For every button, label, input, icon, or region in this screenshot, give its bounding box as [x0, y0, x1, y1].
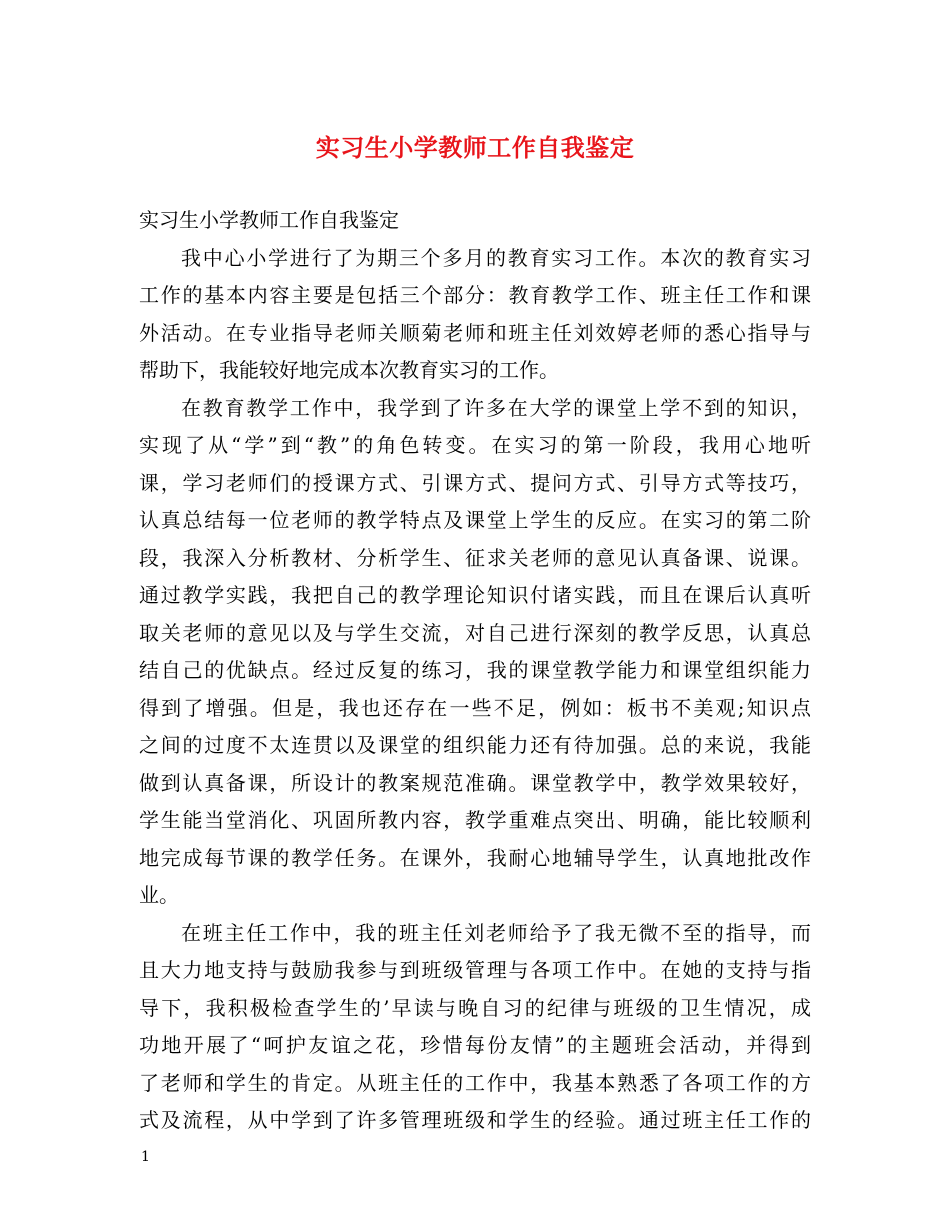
paragraph-line: 段，我深入分析教材、分析学生、征求关老师的意见认真备课、说课。 [139, 545, 811, 570]
paragraph-line: 之间的过度不太连贯以及课堂的组织能力还有待加强。总的来说，我能 [139, 733, 811, 757]
paragraph-line: 取关老师的意见以及与学生交流，对自己进行深刻的教学反思，认真总 [139, 620, 811, 645]
paragraph-line: 学生能当堂消化、巩固所教内容，教学重难点突出、明确，能比较顺利 [139, 808, 811, 832]
paragraph-line: 课，学习老师们的授课方式、引课方式、提问方式、引导方式等技巧， [139, 470, 811, 495]
paragraph-line: 导下，我积极检查学生的’早读与晚自习的纪律与班级的卫生情况，成 [139, 995, 811, 1020]
paragraph-line: 认真总结每一位老师的教学特点及课堂上学生的反应。在实习的第二阶 [139, 508, 811, 532]
paragraph-line: 工作的基本内容主要是包括三个部分：教育教学工作、班主任工作和课 [139, 283, 811, 307]
paragraph-line: 在教育教学工作中，我学到了许多在大学的课堂上学不到的知识， [181, 395, 811, 420]
paragraph-line: 式及流程，从中学到了许多管理班级和学生的经验。通过班主任工作的 [139, 1108, 811, 1132]
document-subtitle: 实习生小学教师工作自我鉴定 [139, 208, 399, 232]
paragraph-line: 地完成每节课的教学任务。在课外，我耐心地辅导学生，认真地批改作 [139, 845, 811, 870]
document-body [139, 202, 811, 1140]
paragraph-line: 帮助下，我能较好地完成本次教育实习的工作。 [139, 358, 559, 382]
paragraph-line: 结自己的优缺点。经过反复的练习，我的课堂教学能力和课堂组织能力 [139, 658, 811, 682]
document-title: 实习生小学教师工作自我鉴定 [315, 133, 635, 162]
paragraph-line: 实现了从“学”到“教”的角色转变。在实习的第一阶段，我用心地听 [139, 433, 811, 457]
page-number: 1 [141, 1149, 150, 1165]
paragraph [139, 915, 811, 1140]
paragraph [139, 390, 811, 915]
paragraph-line: 通过教学实践，我把自己的教学理论知识付诸实践，而且在课后认真听 [139, 583, 811, 607]
paragraph-line: 且大力地支持与鼓励我参与到班级管理与各项工作中。在她的支持与指 [139, 958, 811, 982]
paragraph-line: 功地开展了“呵护友谊之花，珍惜每份友情”的主题班会活动，并得到 [139, 1033, 811, 1057]
paragraph-line: 了老师和学生的肯定。从班主任的工作中，我基本熟悉了各项工作的方 [139, 1070, 811, 1095]
paragraph-line: 得到了增强。但是，我也还存在一些不足，例如：板书不美观;知识点 [139, 695, 811, 720]
paragraph-line: 业。 [139, 883, 179, 907]
paragraph [139, 240, 811, 390]
paragraph-line: 做到认真备课，所设计的教案规范准确。课堂教学中，教学效果较好， [139, 770, 811, 795]
paragraph-line: 外活动。在专业指导老师关顺菊老师和班主任刘效婷老师的悉心指导与 [139, 320, 811, 345]
paragraph-line: 我中心小学进行了为期三个多月的教育实习工作。本次的教育实习 [181, 245, 811, 270]
paragraph-line: 在班主任工作中，我的班主任刘老师给予了我无微不至的指导，而 [181, 920, 811, 945]
